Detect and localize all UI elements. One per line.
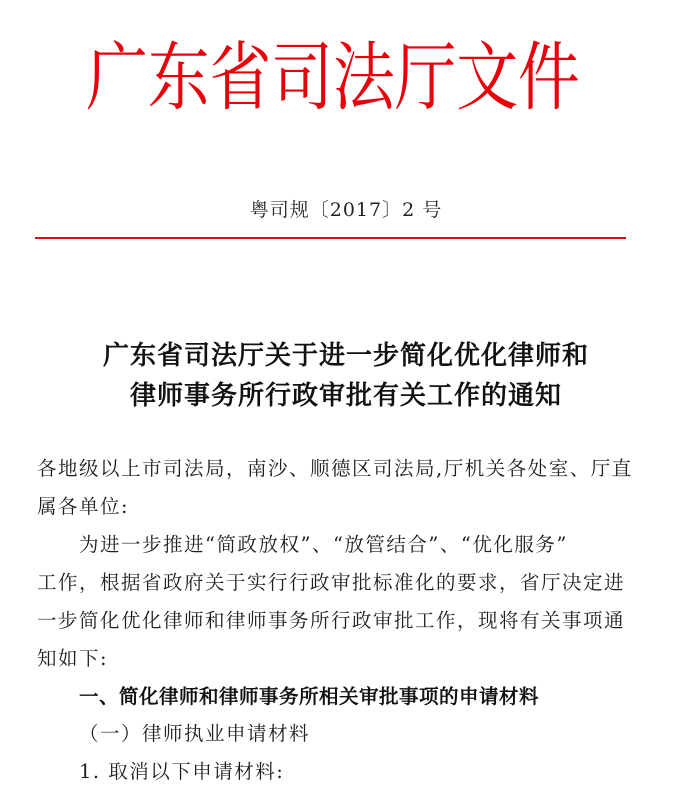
addressee-line-2: 属各单位:: [37, 495, 130, 518]
document-number: 粤司规〔2017〕2 号: [249, 199, 443, 221]
paragraph-1-line-3: 一步简化优化律师和律师事务所行政审批工作，现将有关事项通: [37, 609, 626, 632]
masthead-char: 司: [271, 33, 334, 122]
masthead-char: 厅: [394, 33, 457, 122]
subsection-1-heading: （一）律师执业申请材料: [79, 722, 311, 745]
red-divider-line: [35, 237, 626, 239]
masthead-char: 省: [209, 33, 272, 122]
section-1-heading: 一、简化律师和律师事务所相关审批事项的申请材料: [79, 685, 540, 708]
masthead-char: 件: [517, 33, 580, 122]
list-item-1: 1. 取消以下申请材料:: [79, 760, 285, 783]
masthead-char: 广: [86, 33, 149, 122]
paragraph-1-line-1: 为进一步推进“简政放权”、“放管结合”、“优化服务”: [79, 533, 568, 556]
title-line-1: 广东省司法厅关于进一步简化优化律师和: [102, 341, 589, 371]
title-line-2: 律师事务所行政审批有关工作的通知: [129, 381, 562, 411]
paragraph-1-line-2: 工作，根据省政府关于实行行政审批标准化的要求，省厅决定进: [37, 571, 626, 594]
paragraph-1-line-4: 知如下:: [37, 647, 109, 670]
document-title: [0, 336, 692, 416]
masthead-char: 文: [456, 33, 519, 122]
masthead-char: 东: [147, 33, 210, 122]
addressee-line-1: 各地级以上市司法局，南沙、顺德区司法局,厅机关各处室、厅直: [37, 457, 633, 480]
document-masthead: [86, 33, 580, 122]
masthead-char: 法: [332, 33, 395, 122]
